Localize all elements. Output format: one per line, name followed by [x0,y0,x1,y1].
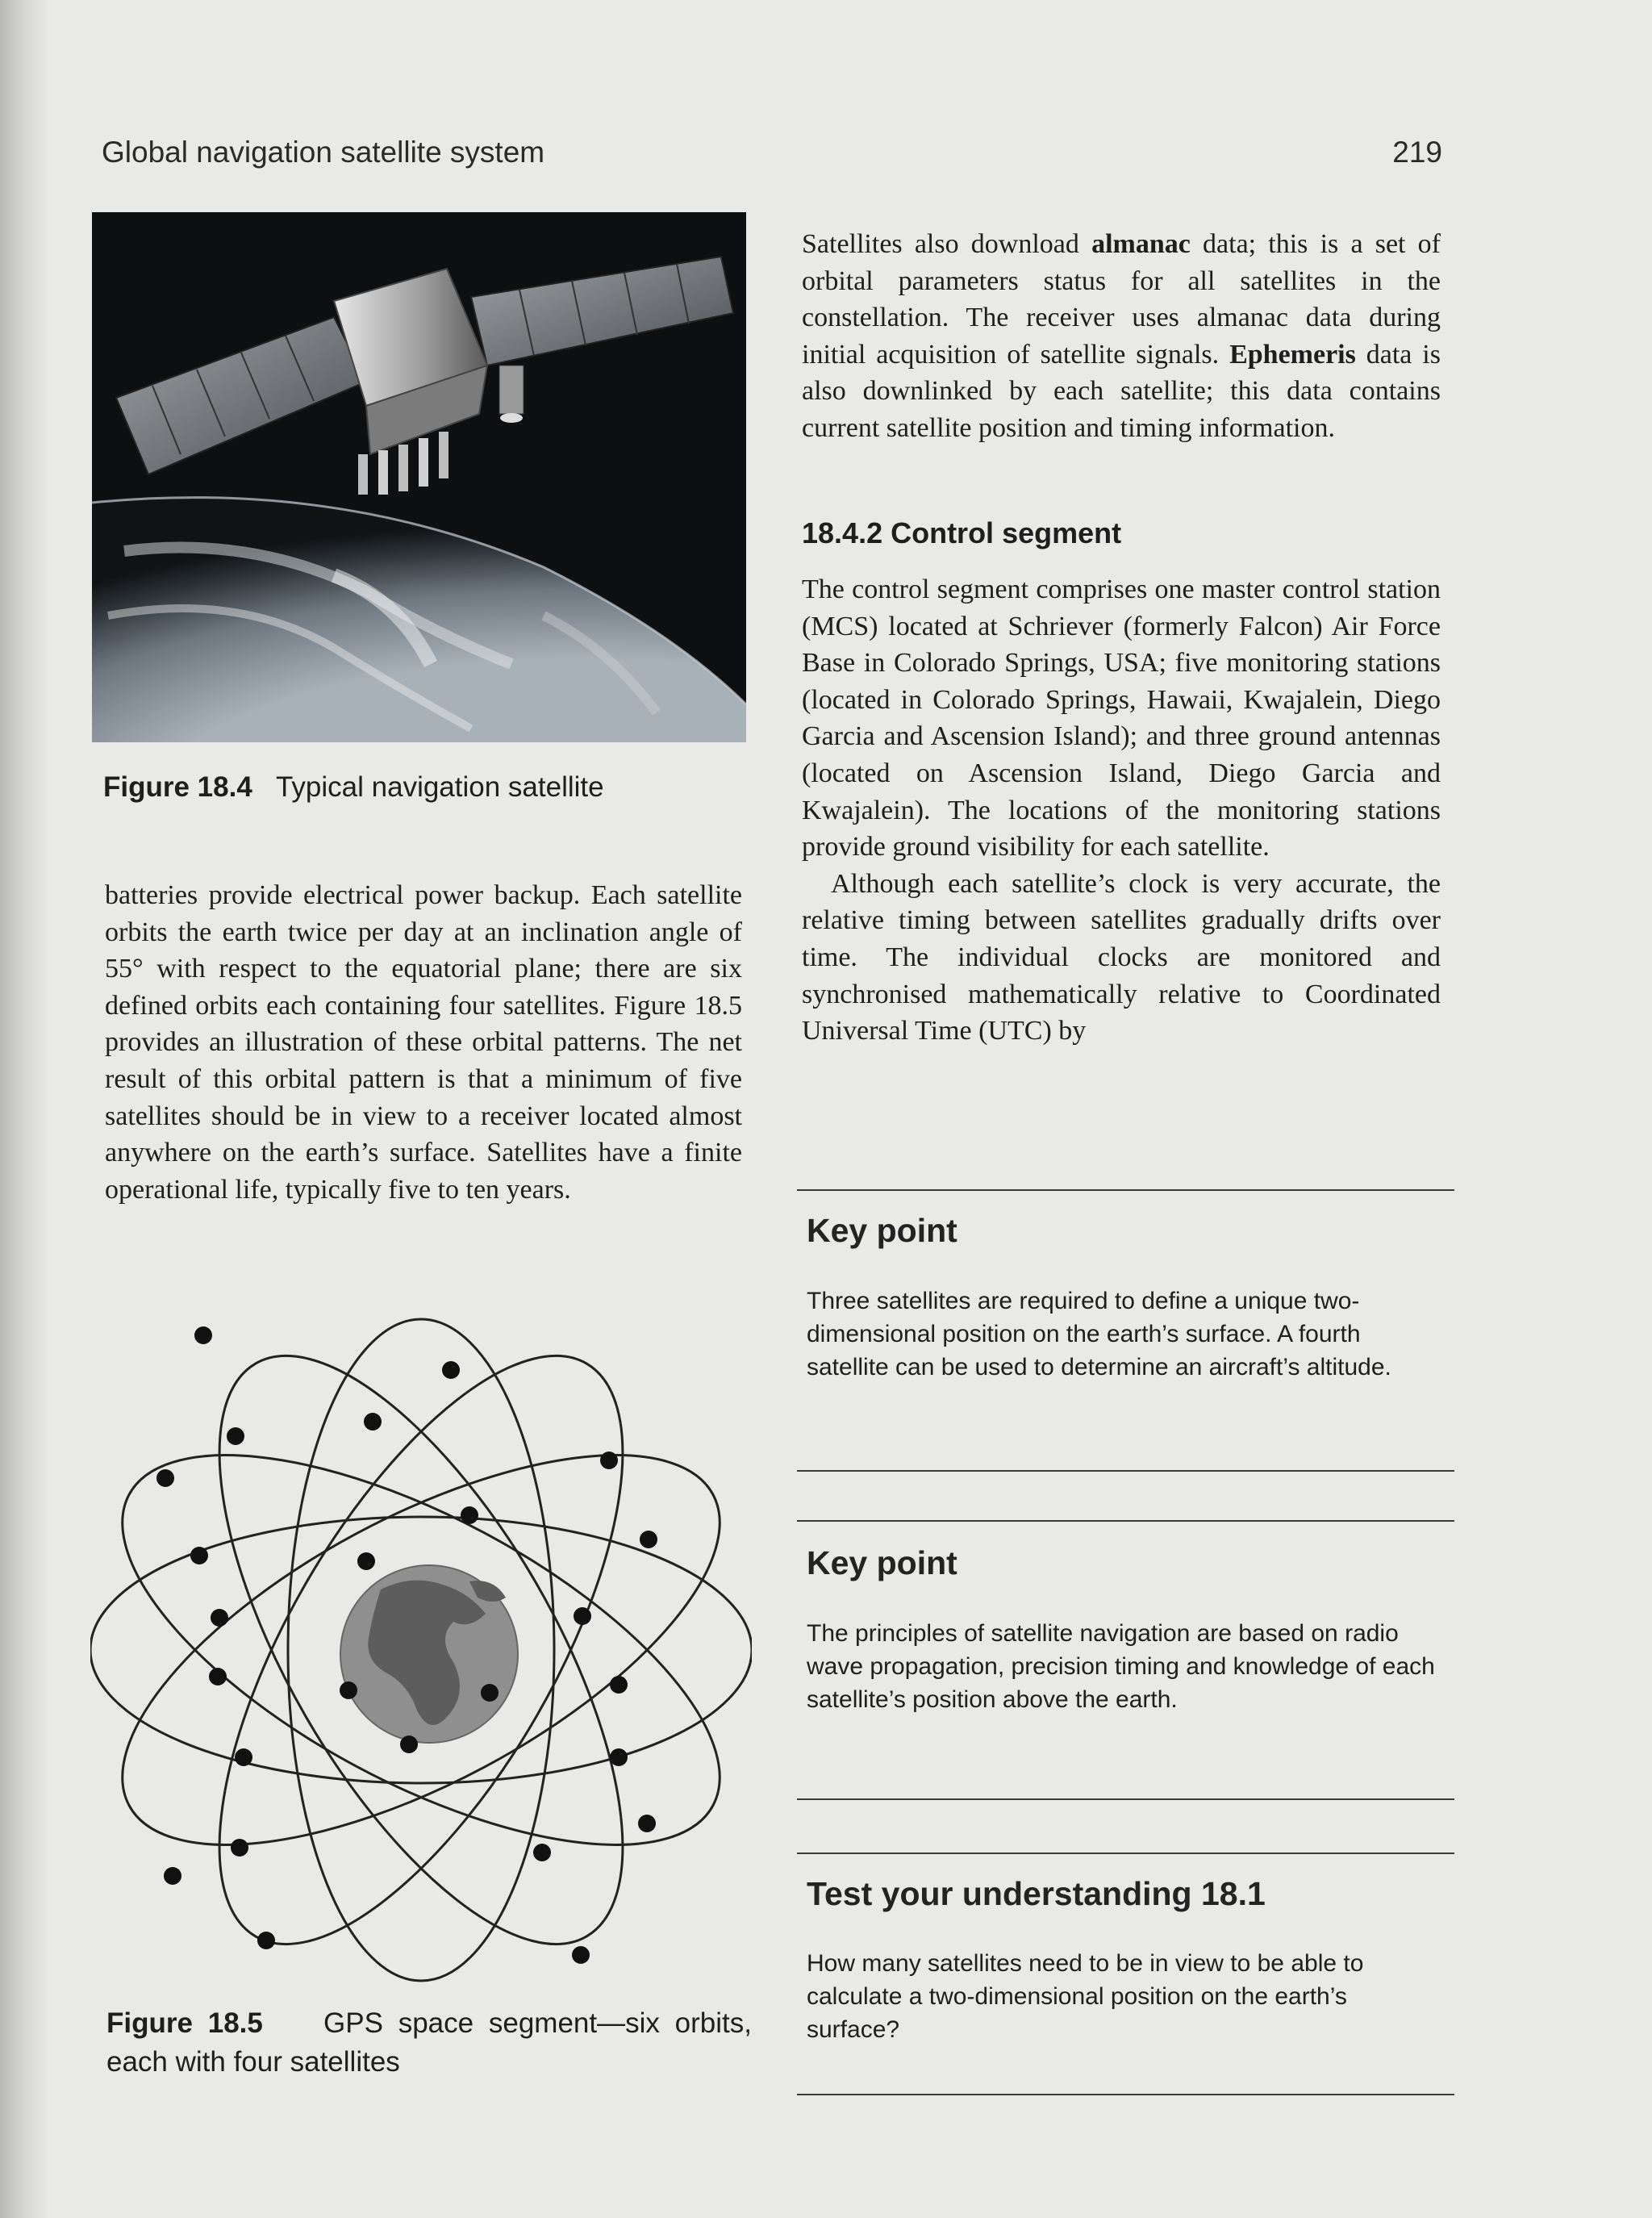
satellite-dot [481,1684,499,1702]
satellite-dot [600,1452,618,1469]
satellite-dot [235,1748,252,1766]
satellite-dot [231,1839,248,1857]
test-understanding-title: Test your understanding 18.1 [807,1875,1266,1912]
term-almanac: almanac [1091,229,1191,259]
control-segment-text [802,571,1441,1050]
almanac-paragraph: Satellites also download almanac data; this is a set of orbital parameters status for all satellites in the constellation. The receiver uses almanac data during initial acquisition of satellite signals. Ephemeris data is also downlinked by each satellite; this data contains current satellite position and timing information. [802,229,1441,443]
box-rule-top [797,1853,1454,1854]
satellite-dot [156,1469,174,1487]
running-header: Global navigation satellite system [102,136,545,169]
satellite-dot [572,1946,590,1964]
satellite-dot [533,1844,551,1861]
satellite-dot [461,1506,478,1524]
box-rule-top [797,1520,1454,1522]
satellite-dot [257,1932,275,1949]
control-segment-paragraph: The control segment comprises one master control station (MCS) located at Schriever (formerly Falcon) Air Force Base in Colorado Springs, USA; five monitoring stations (located in Colorado Springs, Hawaii, Kwajalein, Diego Garcia and Ascension Island); and three ground antennas (located on Ascension Island, Diego Garcia and Kwajalein). The locations of the monitoring stations provide ground visibility for each satellite. [802,574,1441,863]
figure-caption-text: Typical navigation satellite [275,771,604,803]
book-spine-shadow [0,0,48,2218]
satellite-dot [610,1748,628,1766]
key-point-title: Key point [807,1212,957,1249]
figure-18-5-caption [106,2004,752,2082]
figure-label: Figure 18.5 [106,2007,263,2039]
earth-globe [340,1565,518,1743]
box-rule-bottom [797,1798,1454,1800]
satellite-dot [400,1736,418,1753]
satellite-dot [640,1531,657,1548]
figure-18-4-caption [103,768,749,807]
satellite-dot [190,1547,208,1564]
key-point-title: Key point [807,1544,957,1581]
key-point-text: Three satellites are required to define a unique two-dimensional position on the earth’s surface. A fourth satellite can be used to determine an aircraft’s altitude. [807,1288,1391,1381]
term-ephemeris: Ephemeris [1229,339,1356,370]
figure-label: Figure 18.4 [103,771,252,803]
satellite-dot [638,1815,656,1832]
satellite-dot [164,1867,181,1885]
section-heading: 18.4.2 Control segment [802,516,1122,549]
satellite-dot [340,1681,357,1699]
satellite-dot [364,1413,382,1431]
satellite-dot [227,1427,244,1445]
satellite-dot [209,1668,227,1685]
satellite-dot [194,1326,212,1344]
satellite-dot [211,1609,228,1627]
satellite-dot [442,1361,460,1379]
page-number: 219 [1392,136,1442,169]
satellite-dot [357,1552,375,1570]
figure-caption-text: GPS space segment—six orbits, each with four satellites [106,2007,752,2078]
box-rule-bottom [797,1470,1454,1472]
satellite-photo [92,212,746,742]
left-column-paragraph: batteries provide electrical power backup. Each satellite orbits the earth twice per day at an inclination angle of 55° with respect to the equatorial plane; there are six defined orbits each containing four satellites. Figure 18.5 provides an illustration of these orbital patterns. The net result of this orbital pattern is that a minimum of five satellites should be in view to a receiver located almost anywhere on the earth’s surface. Satellites have a finite operational life, typically five to ten years. [105,880,742,1205]
key-point-text: The principles of satellite navigation are based on radio wave propagation, precision timing and knowledge of each satellite’s position above the earth. [807,1620,1435,1713]
gps-orbits-diagram [90,1315,752,1985]
box-rule-top [797,1189,1454,1191]
test-understanding-question: How many satellites need to be in view to be able to calculate a two-dimensional position on the earth’s surface? [807,1950,1364,2043]
box-rule-bottom [797,2094,1454,2095]
clock-paragraph: Although each satellite’s clock is very accurate, the relative timing between satellites gradually drifts over time. The individual clocks are monitored and synchronised mathematically relative to Coordinated Universal Time (UTC) by [802,868,1441,1046]
satellite-dot [574,1607,591,1625]
satellite-dot [610,1676,628,1694]
